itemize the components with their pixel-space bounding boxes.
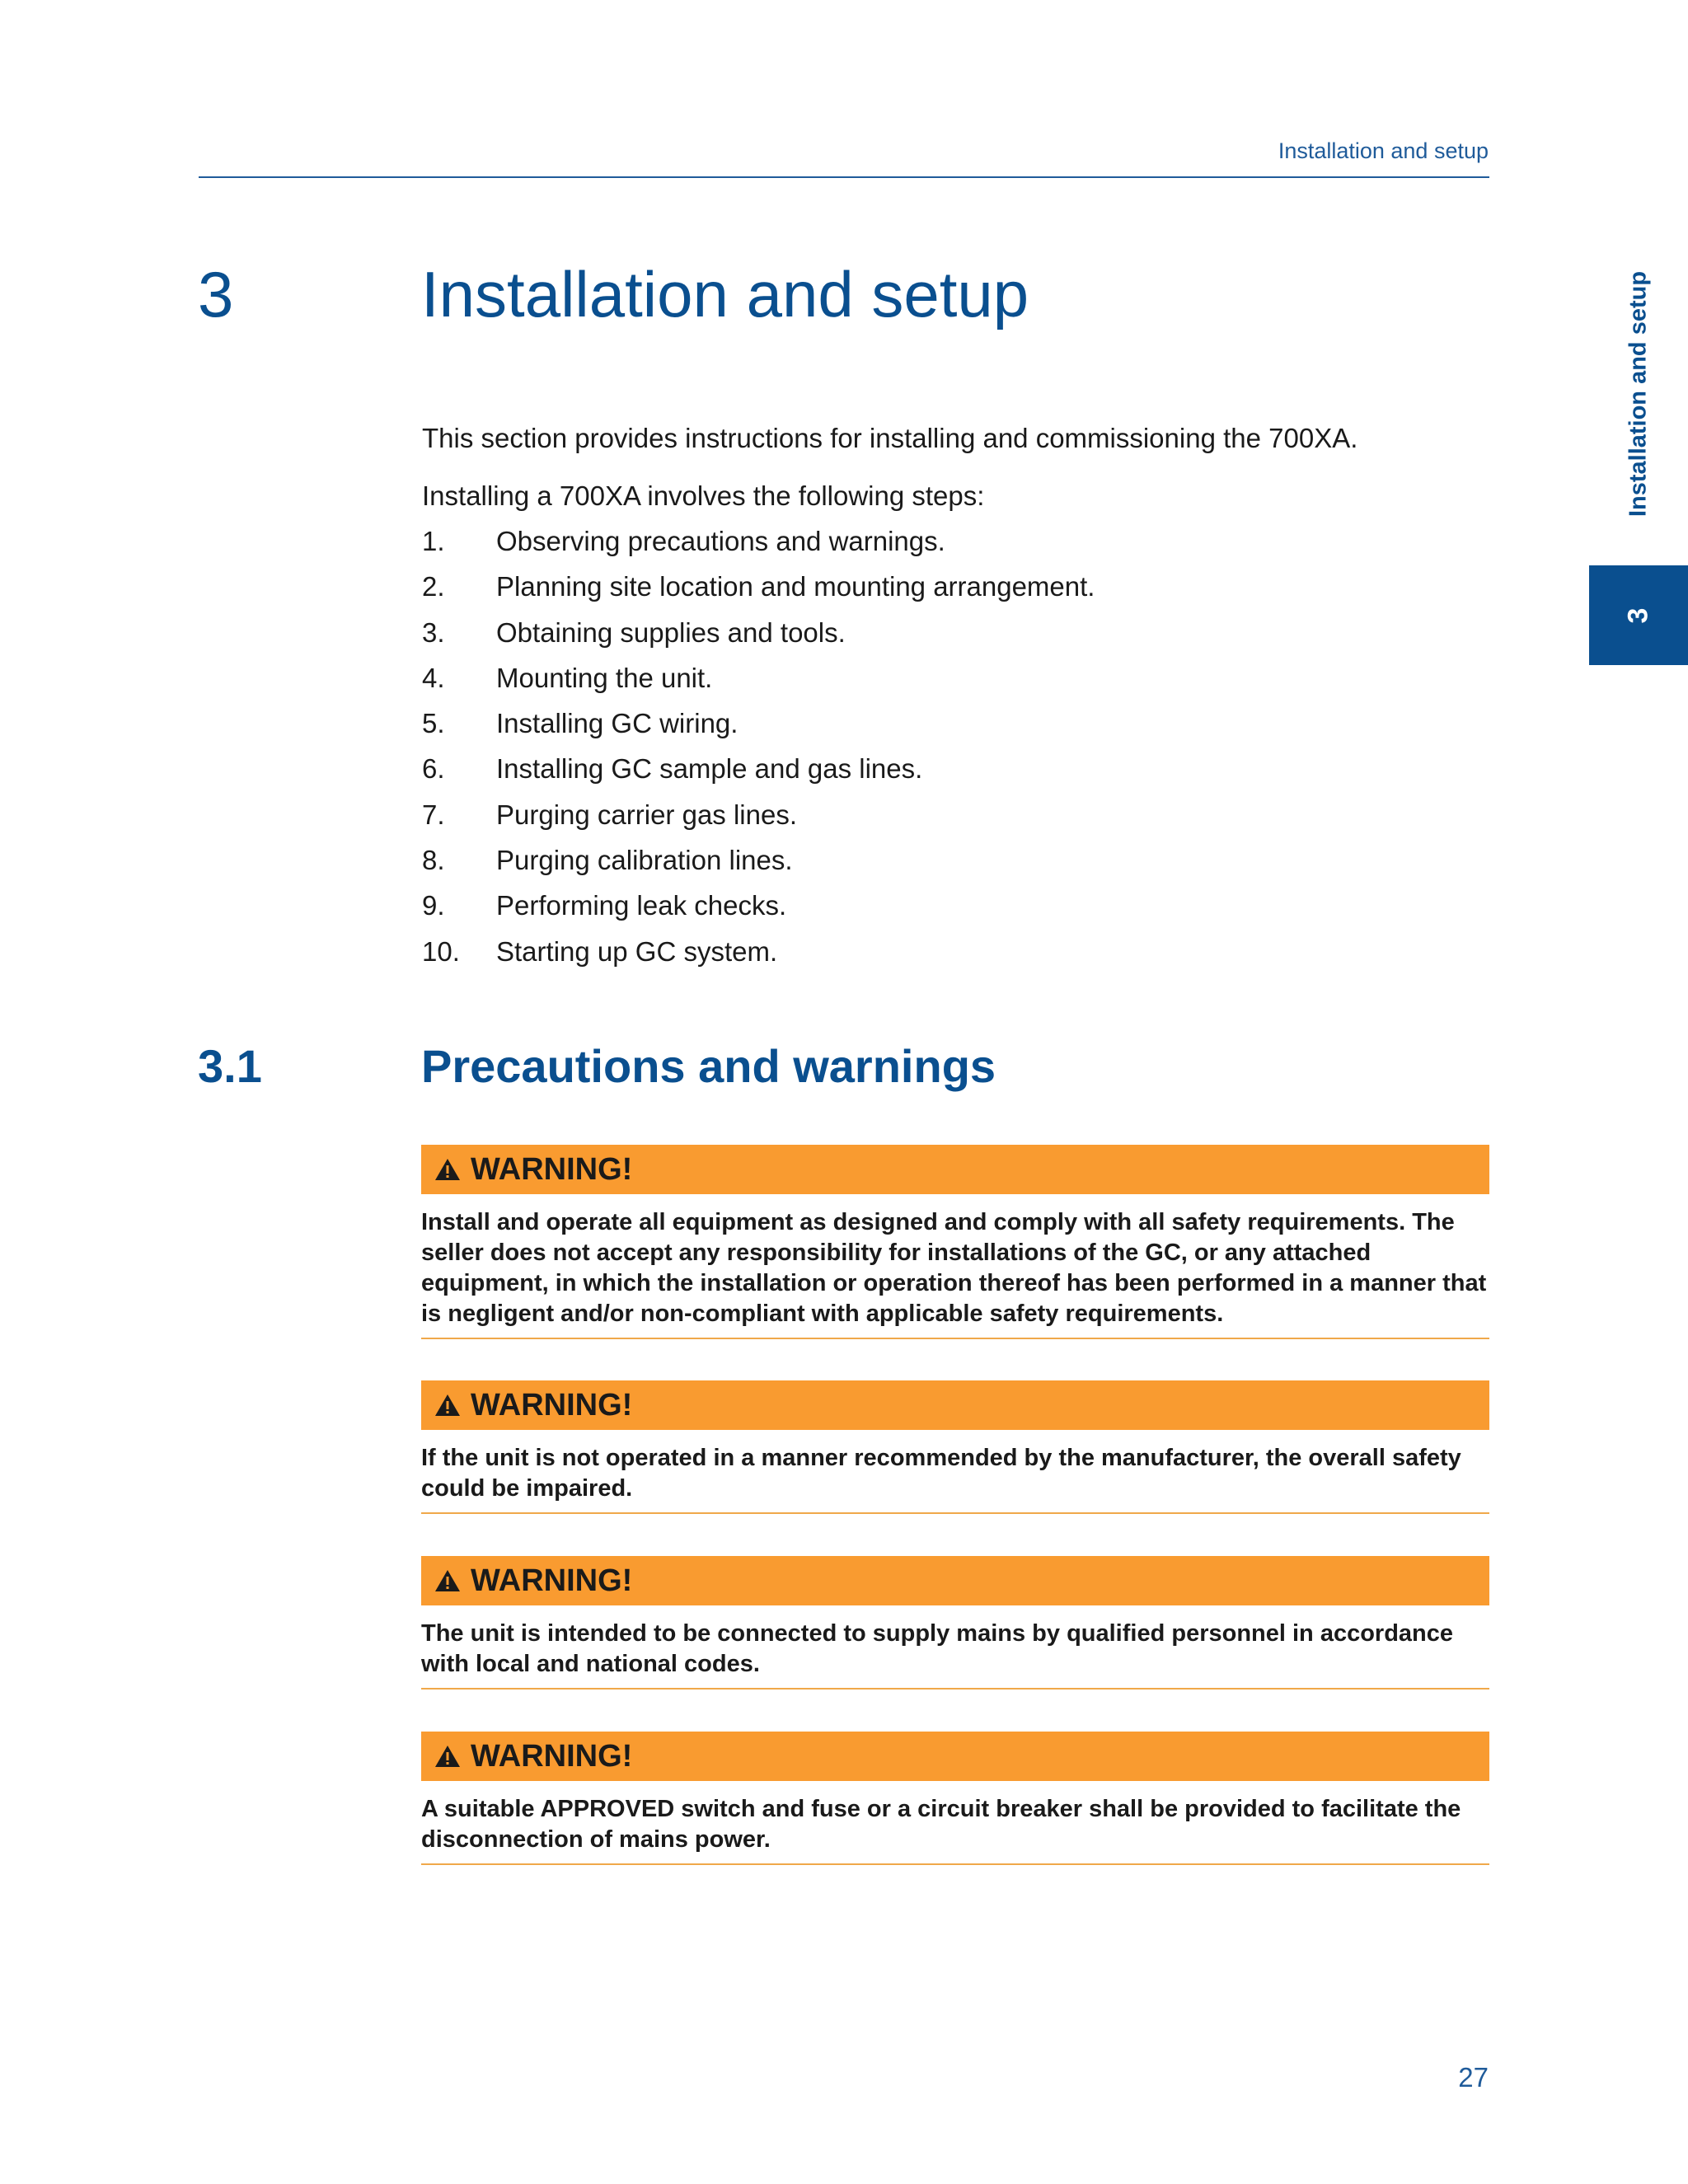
list-item [422,752,1493,798]
warning-header [421,1732,1489,1781]
step-number: 3. [422,616,445,648]
list-item [422,707,1493,752]
warning-title: WARNING! [471,1387,633,1422]
step-text: Starting up GC system. [496,935,778,967]
step-number: 10. [422,935,460,967]
step-number: 5. [422,708,445,739]
warning-header [421,1556,1489,1605]
warning-triangle-icon [434,1158,461,1181]
section-number: 3.1 [198,1040,262,1092]
side-tab-chapter-marker [1589,565,1688,665]
warning-box [421,1145,1489,1339]
step-text: Obtaining supplies and tools. [496,616,846,648]
list-item [422,616,1493,662]
warning-header [421,1380,1489,1430]
warning-header [421,1145,1489,1194]
list-item [422,570,1493,616]
warning-title: WARNING! [471,1738,633,1774]
warning-text: The unit is intended to be connected to supply mains by qualified personnel in accordance with local and national codes. [421,1605,1489,1690]
step-text: Mounting the unit. [496,662,713,693]
side-tab-number: 3 [1622,607,1654,623]
warning-box [421,1380,1489,1514]
warning-title: WARNING! [471,1151,633,1187]
warning-title: WARNING! [471,1563,633,1598]
list-item [422,935,1493,981]
warning-text: Install and operate all equipment as designed and comply with all safety requirements. The seller does not accept any responsibility for installations of the GC, or any attached equipment, in which the installation or operation thereof has been performed in a manner that is negligent and/or non-compliant with applicable safety requirements. [421,1194,1489,1339]
warning-triangle-icon [434,1394,461,1417]
list-item [422,844,1493,889]
warning-triangle-icon [434,1745,461,1768]
step-number: 8. [422,845,445,876]
section-title: Precautions and warnings [421,1040,996,1092]
step-text: Installing GC sample and gas lines. [496,753,923,785]
steps-lead: Installing a 700XA involves the following steps: [422,480,985,511]
running-header: Installation and setup [1278,138,1489,163]
header-rule [199,176,1489,178]
list-item [422,799,1493,844]
steps-list [422,525,1493,981]
chapter-title: Installation and setup [421,258,1029,330]
list-item [422,525,1493,570]
step-number: 6. [422,753,445,785]
step-number: 2. [422,571,445,602]
step-number: 9. [422,890,445,921]
warning-box [421,1556,1489,1690]
step-text: Planning site location and mounting arrangement. [496,571,1095,602]
step-text: Purging calibration lines. [496,845,793,876]
warning-text: If the unit is not operated in a manner recommended by the manufacturer, the overall safety could be impaired. [421,1430,1489,1514]
intro-paragraph: This section provides instructions for installing and commissioning the 700XA. [422,423,1358,453]
step-text: Observing precautions and warnings. [496,526,945,556]
step-number: 7. [422,799,445,830]
step-text: Performing leak checks. [496,890,787,921]
step-text: Purging carrier gas lines. [496,799,797,830]
list-item [422,662,1493,707]
side-tab-label: Installation and setup [1625,270,1652,518]
step-number: 1. [422,526,445,556]
step-number: 4. [422,662,445,693]
warning-triangle-icon [434,1569,461,1592]
warning-box [421,1732,1489,1865]
chapter-number: 3 [198,258,234,330]
list-item [422,889,1493,935]
page-number: 27 [1458,2062,1489,2093]
warning-text: A suitable APPROVED switch and fuse or a circuit breaker shall be provided to facilitate the disconnection of mains power. [421,1781,1489,1865]
step-text: Installing GC wiring. [496,708,738,739]
